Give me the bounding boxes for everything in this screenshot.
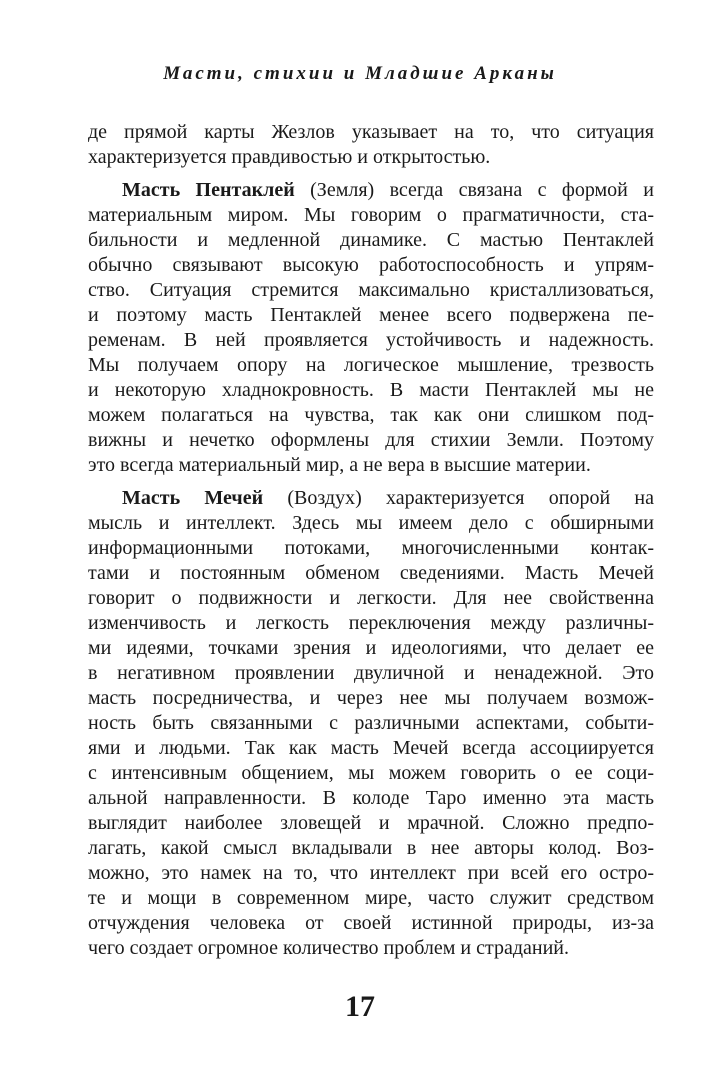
line-text: (Воздух) характеризуется опорой на (287, 487, 655, 509)
text-line: обычно связывают высокую работоспособность и упрям- (88, 254, 654, 276)
text-line: характеризуется правдивостью и открытостью. (88, 146, 491, 168)
text-line: информационными потоками, многочисленными контак- (88, 537, 654, 559)
paragraph (88, 486, 654, 961)
text-line: это всегда материальный мир, а не вера в высшие материи. (88, 454, 591, 476)
page-number: 17 (345, 990, 375, 1023)
text-line: выглядит наиболее зловещей и мрачной. Сложно предпо- (88, 812, 654, 834)
text-line: ство. Ситуация стремится максимально кристаллизоваться, (88, 279, 654, 301)
running-header: Масти, стихии и Младшие Арканы (163, 63, 557, 84)
bold-lead-term: Масть Пентаклей (122, 179, 295, 201)
text-line: де прямой карты Жезлов указывает на то, что ситуация (88, 121, 654, 143)
text-line: материальным миром. Мы говорим о прагматичности, ста- (88, 204, 654, 226)
text-line: альной направленности. В колоде Таро именно эта масть (88, 787, 654, 809)
text-line: ми идеями, точками зрения и идеологиями, что делает ее (88, 637, 654, 659)
text-line: изменчивость и легкость переключения между различны- (88, 612, 654, 634)
page-body (88, 120, 654, 969)
text-line: можем полагаться на чувства, так как они слишком под- (88, 404, 654, 426)
text-line: масть посредничества, и через нее мы получаем возмож- (88, 687, 654, 709)
paragraph (88, 120, 654, 170)
text-line: Мы получаем опору на логическое мышление, трезвость (88, 354, 654, 376)
bold-lead-term: Масть Мечей (122, 487, 264, 509)
text-line: те и мощи в современном мире, часто служит средством (88, 887, 654, 909)
text-line: ность быть связанными с различными аспектами, событи- (88, 712, 654, 734)
text-line: чего создает огромное количество проблем и страданий. (88, 937, 570, 959)
line-text: (Земля) всегда связана с формой и (310, 179, 654, 201)
text-line: с интенсивным общением, мы можем говорить о ее соци- (88, 762, 654, 784)
text-line: говорит о подвижности и легкости. Для нее свойственна (88, 587, 654, 609)
text-line: вижны и нечетко оформлены для стихии Земли. Поэтому (88, 429, 654, 451)
text-line: ременам. В ней проявляется устойчивость и надежность. (88, 329, 654, 351)
text-line (88, 178, 654, 203)
text-line: лагать, какой смысл вкладывали в нее авторы колод. Воз- (88, 837, 654, 859)
text-line (88, 486, 654, 511)
text-line: и некоторую хладнокровность. В масти Пентаклей мы не (88, 379, 654, 401)
text-line: можно, это намек на то, что интеллект при всей его остро- (88, 862, 654, 884)
text-line: ями и людьми. Так как масть Мечей всегда ассоциируется (88, 737, 654, 759)
text-line: в негативном проявлении двуличной и ненадежной. Это (88, 662, 654, 684)
text-line: и поэтому масть Пентаклей менее всего подвержена пе- (88, 304, 654, 326)
paragraph (88, 178, 654, 478)
text-line: бильности и медленной динамике. С мастью Пентаклей (88, 229, 654, 251)
text-line: отчуждения человека от своей истинной природы, из-за (88, 912, 654, 934)
text-line: тами и постоянным обменом сведениями. Масть Мечей (88, 562, 654, 584)
text-line: мысль и интеллект. Здесь мы имеем дело с обширными (88, 512, 654, 534)
